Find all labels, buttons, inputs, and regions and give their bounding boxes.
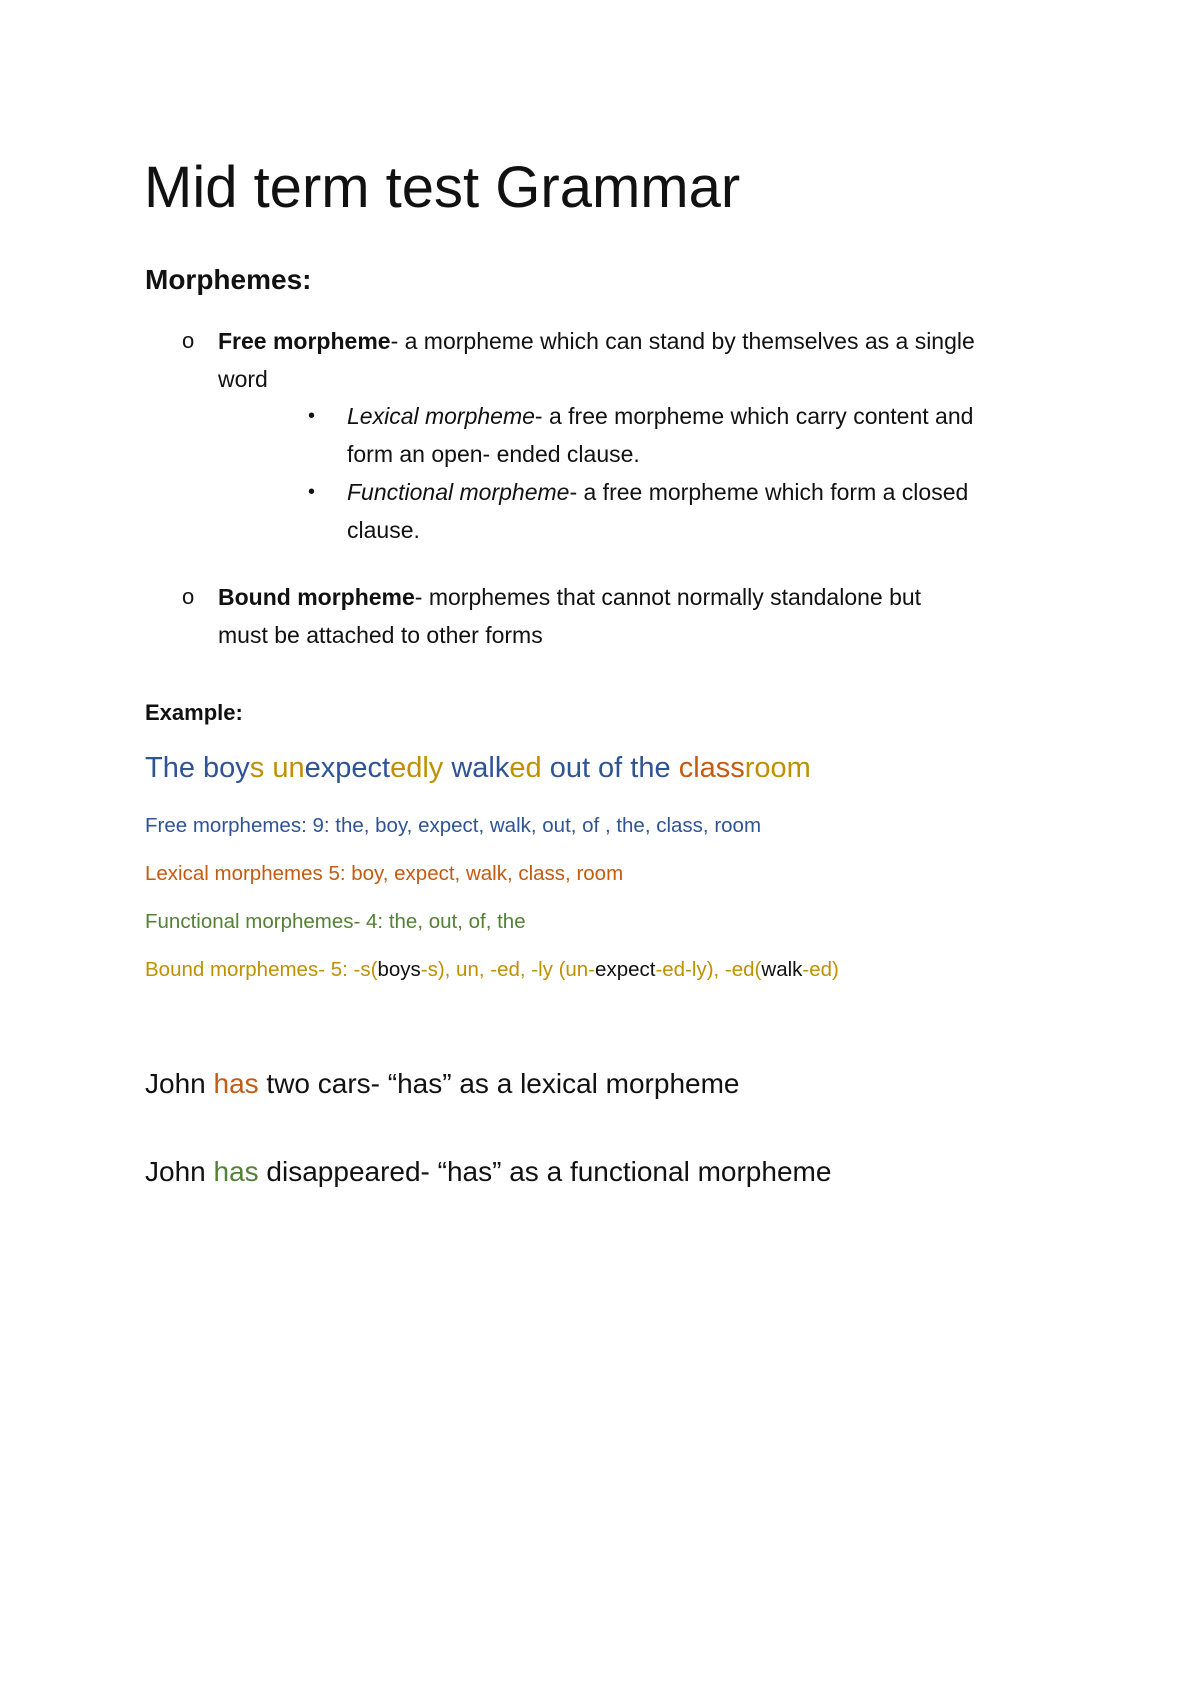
list-marker-circle: o: [182, 584, 195, 609]
bound-morpheme-def-cont: must be attached to other forms: [218, 622, 543, 648]
free-morpheme-term: Free morpheme: [218, 328, 391, 354]
section-heading-morphemes: Morphemes:: [145, 264, 312, 295]
free-morpheme-def-cont: word: [218, 366, 268, 392]
sentence-morph-class: class: [678, 752, 745, 784]
bound-morpheme-def: - morphemes that cannot normally standalone but: [414, 584, 922, 610]
page-title: Mid term test Grammar: [144, 155, 741, 220]
ex-word: John: [145, 1068, 214, 1099]
free-morpheme-item: [218, 322, 975, 360]
lexical-morpheme-def-cont: form an open- ended clause.: [347, 441, 640, 467]
example-sentence: [145, 752, 811, 785]
functional-morpheme-term: Functional morpheme: [347, 479, 570, 505]
list-marker-circle: o: [182, 328, 195, 353]
lexical-morpheme-item: [347, 397, 973, 435]
bound-morphemes-line: [145, 958, 839, 982]
ex-has-lexical: has: [213, 1068, 259, 1099]
free-morphemes-line: Free morphemes: 9: the, boy, expect, walk, out, of , the, class, room: [145, 814, 762, 837]
sentence-morph-ed2: ed: [509, 752, 550, 784]
lexical-morpheme-term: Lexical morpheme: [347, 403, 535, 429]
bound-line-word: boys: [377, 958, 421, 981]
example-label: Example:: [145, 700, 243, 725]
ex-word: John: [145, 1156, 214, 1187]
sentence-morph-s: s: [249, 752, 273, 784]
bound-morpheme-item: [218, 578, 921, 616]
bound-line-part: Bound morphemes- 5: -s(: [145, 958, 378, 981]
functional-morpheme-def-cont: clause.: [347, 517, 420, 543]
ex-has-functional: has: [213, 1156, 259, 1187]
free-morpheme-def: - a morpheme which can stand by themselves as a single: [390, 328, 975, 354]
ex-rest: disappeared- “has” as a functional morpheme: [258, 1156, 832, 1187]
ex-rest: two cars- “has” as a lexical morpheme: [258, 1068, 740, 1099]
sentence-morph-un: un: [272, 752, 305, 784]
bullet-marker: •: [308, 405, 316, 427]
functional-morphemes-line: Functional morphemes- 4: the, out, of, the: [145, 910, 526, 933]
sentence-morph-expect: expect: [304, 752, 391, 784]
functional-morpheme-def: - a free morpheme which form a closed: [569, 479, 969, 505]
sentence-morph-ly: ly: [422, 752, 452, 784]
sentence-morph-boy: boy: [203, 752, 250, 784]
example-functional-has: [145, 1156, 831, 1188]
example-lexical-has: [145, 1068, 739, 1100]
sentence-morph-ed: ed: [390, 752, 423, 784]
bound-line-word: walk: [761, 958, 803, 981]
lexical-morphemes-line: Lexical morphemes 5: boy, expect, walk, class, room: [145, 862, 624, 885]
sentence-word-the: The: [145, 752, 204, 784]
sentence-words-out-of-the: out of the: [549, 752, 679, 784]
functional-morpheme-item: [347, 473, 968, 511]
bound-line-part: -ed): [802, 958, 839, 981]
bound-line-word: expect: [595, 958, 656, 981]
bound-line-part: -ed-ly), -ed(: [655, 958, 762, 981]
sentence-morph-walk: walk: [451, 752, 510, 784]
bound-morpheme-term: Bound morpheme: [218, 584, 415, 610]
bound-line-part: -s), un, -ed, -ly (un-: [420, 958, 596, 981]
sentence-morph-room: room: [744, 752, 811, 784]
bullet-marker: •: [308, 481, 316, 503]
lexical-morpheme-def: - a free morpheme which carry content and: [534, 403, 974, 429]
